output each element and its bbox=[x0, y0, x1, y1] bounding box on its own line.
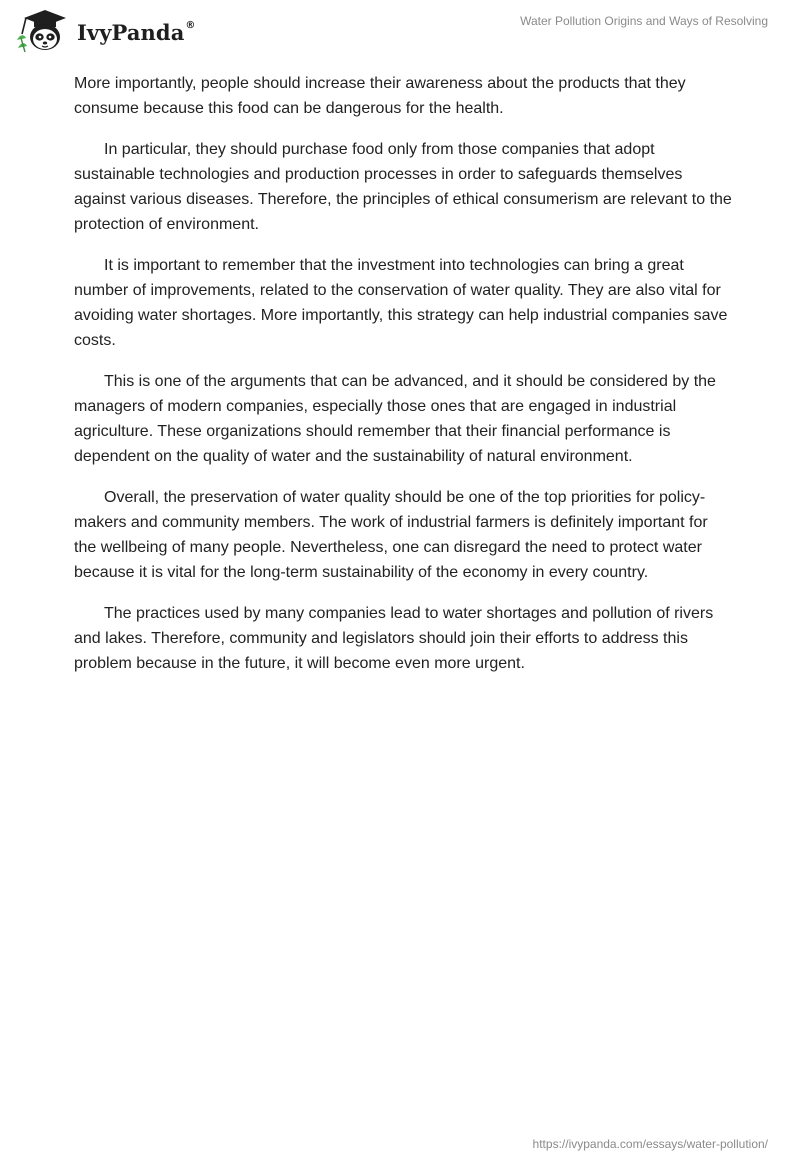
paragraph: The practices used by many companies lead to water shortages and pollution of rivers and lakes. Therefore, community and legislators should join their efforts to address this problem because in the future, it will become even more urgent. bbox=[74, 605, 714, 672]
paragraph: More importantly, people should increase their awareness about the products that they consume because this food can be dangerous for the health. bbox=[74, 75, 686, 117]
logo[interactable] bbox=[14, 8, 196, 54]
paragraph: This is one of the arguments that can be advanced, and it should be considered by the managers of modern companies, especially those ones that are engaged in industrial agriculture. These organizations should remember that their financial performance is dependent on the quality of water and the sustainability of natural environment. bbox=[74, 373, 716, 465]
paragraph: In particular, they should purchase food only from those companies that adopt sustainable technologies and production processes in order to safeguards themselves against various diseases. Therefore, the principles of ethical consumerism are relevant to the protection of environment. bbox=[74, 141, 732, 233]
paragraph: Overall, the preservation of water quality should be one of the top priorities for policy-makers and community members. The work of industrial farmers is definitely important for the wellbeing of many people. Nevertheless, one can disregard the need to protect water because it is vital for the long-term sustainability of the economy in every country. bbox=[74, 489, 708, 581]
page-header bbox=[0, 0, 800, 60]
source-url-link[interactable]: https://ivypanda.com/essays/water-pollution/ bbox=[532, 1137, 768, 1151]
paragraph: It is important to remember that the investment into technologies can bring a great number of improvements, related to the conservation of water quality. They are also vital for avoiding water shortages. More importantly, this strategy can help industrial companies save costs. bbox=[74, 257, 728, 349]
brand-name: IvyPanda® bbox=[77, 19, 196, 45]
panda-graduate-icon bbox=[14, 8, 76, 54]
essay-body bbox=[74, 71, 734, 692]
document-title: Water Pollution Origins and Ways of Resolving bbox=[520, 14, 768, 28]
registered-mark: ® bbox=[185, 19, 196, 31]
